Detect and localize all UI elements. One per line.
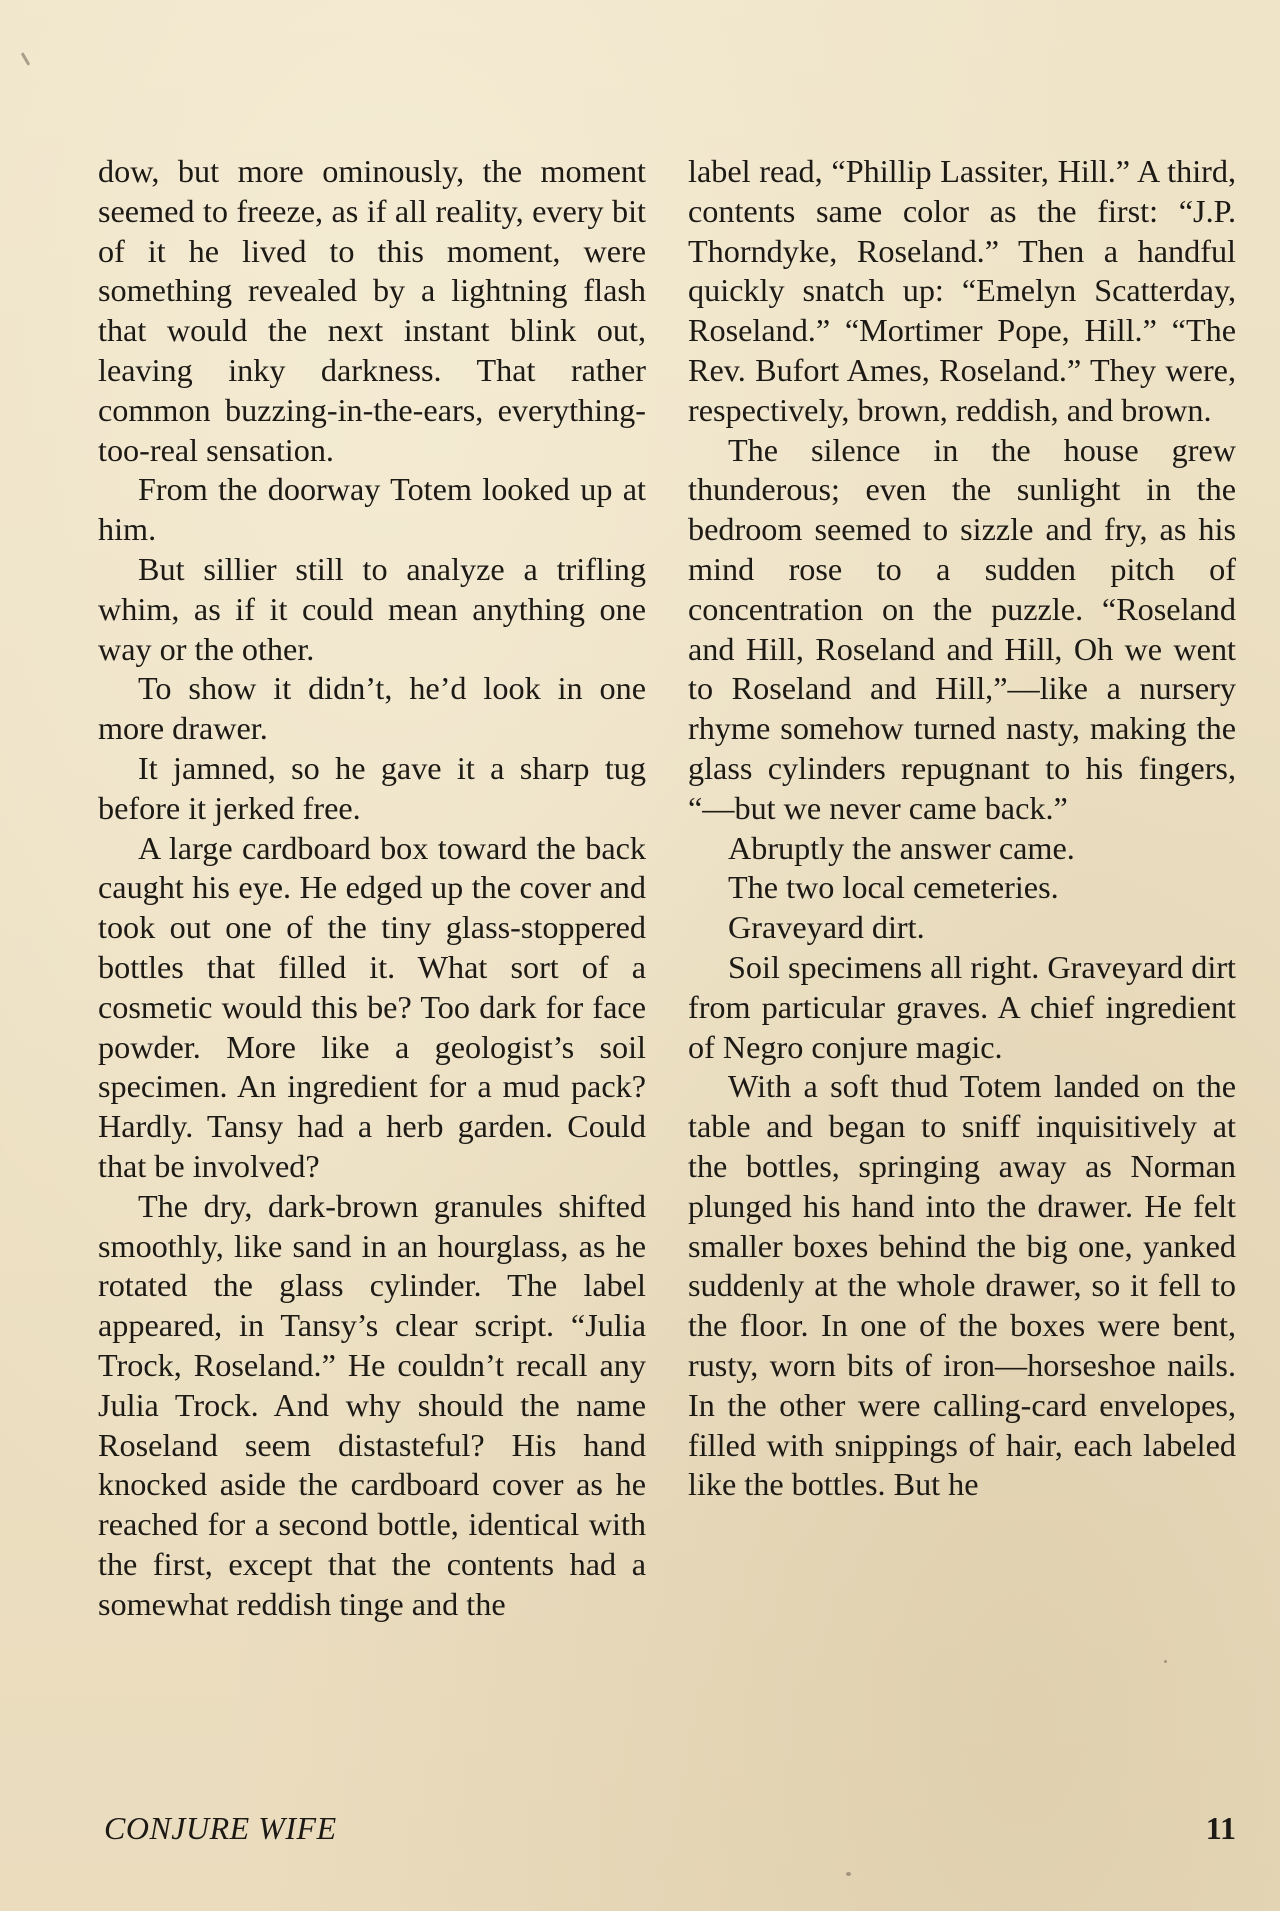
- text-column-right: [688, 152, 1236, 1505]
- paragraph: Abruptly the answer came.: [728, 829, 1075, 866]
- paragraph: With a soft thud Totem landed on the table and began to sniff inquisitively at the bottles, springing away as Norman plunged his hand into the drawer. He felt smaller boxes behind the big one, yanked suddenly at the whole drawer, so it fell to the floor. In one of the boxes were bent, rusty, worn bits of iron—horseshoe nails. In the other were calling-card envelopes, filled with snippings of hair, each labeled like the bottles. But he: [688, 1068, 1236, 1503]
- page-footer: [98, 1810, 1236, 1854]
- text-column-left: [98, 152, 646, 1624]
- paragraph: To show it didn’t, he’d look in one more drawer.: [98, 670, 646, 747]
- paragraph: The two local cemeteries.: [728, 869, 1059, 906]
- paper-speck: [1164, 1660, 1167, 1663]
- paragraph: But sillier still to analyze a trifling whim, as if it could mean anything one way or the other.: [98, 550, 646, 667]
- paragraph: dow, but more ominously, the moment seemed to freeze, as if all reality, every bit of it he lived to this moment, were something revealed by a lightning flash that would the next instant blink out, leaving inky darkness. That rather common buzzing-in-the-ears, everything-too-real sensation.: [98, 153, 646, 468]
- paragraph: Graveyard dirt.: [728, 909, 925, 946]
- paragraph: label read, “Phillip Lassiter, Hill.” A third, contents same color as the first: “J.P. Thorndyke, Roseland.” Then a handful quickly snatch up: “Emelyn Scatterday, Roseland.” “Mortimer Pope, Hill.” “The Rev. Bufort Ames, Roseland.” They were, respectively, brown, reddish, and brown.: [688, 153, 1236, 428]
- paragraph: The silence in the house grew thunderous; even the sunlight in the bedroom seemed to sizzle and fry, as his mind rose to a sudden pitch of concentration on the puzzle. “Roseland and Hill, Roseland and Hill, Oh we went to Roseland and Hill,”—like a nursery rhyme somehow turned nasty, making the glass cylinders repugnant to his fingers, “—but we never came back.”: [688, 431, 1236, 826]
- paragraph: A large cardboard box toward the back caught his eye. He edged up the cover and took out one of the tiny glass-stoppered bottles that filled it. What sort of a cosmetic would this be? Too dark for face powder. More like a geologist’s soil specimen. An ingredient for a mud pack? Hardly. Tansy had a herb garden. Could that be involved?: [98, 829, 646, 1184]
- paragraph: Soil specimens all right. Graveyard dirt from particular graves. A chief ingredient of Negro conjure magic.: [688, 948, 1236, 1065]
- paragraph: The dry, dark-brown granules shifted smoothly, like sand in an hourglass, as he rotated the glass cylinder. The label appeared, in Tansy’s clear script. “Julia Trock, Roseland.” He couldn’t recall any Julia Trock. And why should the name Roseland seem distasteful? His hand knocked aside the cardboard cover as he reached for a second bottle, identical with the first, except that the contents had a somewhat reddish tinge and the: [98, 1187, 646, 1622]
- page-number: 11: [1205, 1810, 1236, 1846]
- running-title: CONJURE WIFE: [104, 1810, 337, 1846]
- paragraph: It jamned, so he gave it a sharp tug before it jerked free.: [98, 749, 646, 826]
- paragraph: From the doorway Totem looked up at him.: [98, 471, 646, 548]
- paper-speck: [21, 52, 31, 66]
- paper-speck: [846, 1872, 851, 1876]
